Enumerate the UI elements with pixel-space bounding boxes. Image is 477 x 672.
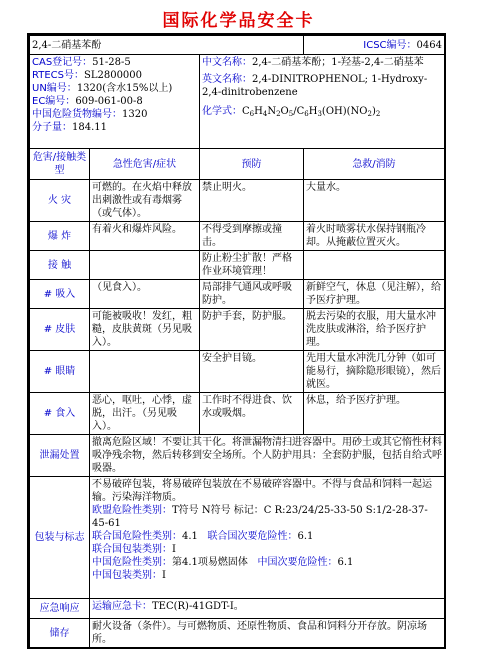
row-type: 爆 炸 bbox=[30, 222, 90, 251]
emergency-content: 运输应急卡：TEC(R)-41GDT-I。 bbox=[90, 599, 445, 619]
row-first-aid: 着火时喷雾状水保持钢瓶冷却。从掩蔽位置灭火。 bbox=[304, 222, 445, 251]
table-row bbox=[30, 222, 445, 251]
emergency-row bbox=[30, 599, 445, 619]
row-prevention: 局部排气通风或呼吸防护。 bbox=[200, 280, 304, 309]
row-type: # 皮肤 bbox=[30, 309, 90, 351]
row-first-aid: 脱去污染的衣服，用大量水冲洗皮肤或淋浴，给予医疗护理。 bbox=[304, 309, 445, 351]
safety-table bbox=[29, 35, 445, 648]
chinese-name: 中文名称：2,4-二硝基苯酚；1-羟基-2,4-二硝基苯 bbox=[202, 57, 424, 68]
emergency-label: 应急响应 bbox=[30, 599, 90, 619]
column-hazard: 急性危害/症状 bbox=[90, 149, 200, 180]
row-first-aid: 新鲜空气，休息（见注解），给予医疗护理。 bbox=[304, 280, 445, 309]
row-first-aid: 休息，给予医疗护理。 bbox=[304, 393, 445, 435]
storage-text: 耐火设备（条件）。与可燃物质、还原性物质、食品和饲料分开存放。阴凉场所。 bbox=[90, 619, 445, 648]
row-prevention: 不得受到摩擦或撞击。 bbox=[200, 222, 304, 251]
table-row bbox=[30, 351, 445, 393]
row-type: # 吸入 bbox=[30, 280, 90, 309]
storage-row bbox=[30, 619, 445, 648]
table-row bbox=[30, 309, 445, 351]
row-first-aid: 大量水。 bbox=[304, 180, 445, 222]
row-prevention: 工作时不得进食、饮水或吸烟。 bbox=[200, 393, 304, 435]
row-prevention: 禁止明火。 bbox=[200, 180, 304, 222]
row-prevention: 防止粉尘扩散！严格作业环境管理！ bbox=[200, 251, 304, 280]
identifiers: CAS登记号：51-28-5 RTECS号：SL2800000 UN编号：1320(含水15%以上) EC编号：609-061-00-8 中国危险货物编号：1320 分子量：184.11 bbox=[30, 55, 200, 149]
row-hazard: （见食入）。 bbox=[90, 280, 200, 309]
spill-label: 泄漏处置 bbox=[30, 435, 90, 477]
table-row bbox=[30, 393, 445, 435]
column-first-aid: 急救/消防 bbox=[304, 149, 445, 180]
card-title: 国际化学品安全卡 bbox=[162, 11, 315, 31]
safety-card bbox=[27, 33, 446, 649]
english-name: 英文名称：2,4-DINITROPHENOL; 1-Hydroxy-2,4-dinitrobenzene bbox=[202, 74, 428, 98]
row-hazard bbox=[90, 251, 200, 280]
table-row bbox=[30, 280, 445, 309]
row-hazard: 有着火和爆炸风险。 bbox=[90, 222, 200, 251]
row-first-aid: 先用大量水冲洗几分钟（如可能易行，摘除隐形眼镜），然后就医。 bbox=[304, 351, 445, 393]
table-row bbox=[30, 180, 445, 222]
packing-content: 不易破碎包装，将易破碎包装放在不易破碎容器中。不得与食品和饲料一起运输。污染海洋物质。 欧盟危险性类别：T符号 N符号 标记：C R:23/24/25-33-50 S:1/2-28-37-45-61 联合国危险性类别：4.1 联合国次要危险性：6.1 联合国包装类别：I 中国危险性类别：第4.1项易燃固体 中国次要危险性：6.1 中国包装类别：I bbox=[90, 477, 445, 599]
table-row bbox=[30, 251, 445, 280]
row-hazard: 可能被吸收！发红，粗糙，皮肤黄斑（另见吸入）。 bbox=[90, 309, 200, 351]
icsc-number: ICSC编号：0464 bbox=[304, 36, 445, 55]
row-first-aid bbox=[304, 251, 445, 280]
row-type: # 食入 bbox=[30, 393, 90, 435]
packing-row bbox=[30, 477, 445, 599]
row-hazard: 可燃的。在火焰中释放出刺激性或有毒烟雾（或气体）。 bbox=[90, 180, 200, 222]
row-prevention: 安全护目镜。 bbox=[200, 351, 304, 393]
packing-label: 包装与标志 bbox=[30, 477, 90, 599]
row-type: # 眼睛 bbox=[30, 351, 90, 393]
storage-label: 储存 bbox=[30, 619, 90, 648]
substance-name: 2,4-二硝基苯酚 bbox=[30, 36, 304, 55]
row-type: 接 触 bbox=[30, 251, 90, 280]
row-type: 火 灾 bbox=[30, 180, 90, 222]
row-prevention: 防护手套，防护服。 bbox=[200, 309, 304, 351]
column-type: 危害/接触类型 bbox=[30, 149, 90, 180]
column-prevention: 预防 bbox=[200, 149, 304, 180]
row-hazard bbox=[90, 351, 200, 393]
spill-row bbox=[30, 435, 445, 477]
row-hazard: 恶心，呕吐，心悸，虚脱，出汗。（另见吸入）。 bbox=[90, 393, 200, 435]
spill-text: 撤离危险区域！不要让其干化。将泄漏物清扫进容器中。用砂土或其它惰性材料吸净残余物，然后转移到安全场所。个人防护用具：全套防护服，包括自给式呼吸器。 bbox=[90, 435, 445, 477]
chemical-formula: 化学式：$C_6H_4N_2O_5/C_6H_3(OH)(NO_2)_2$ bbox=[202, 106, 381, 118]
names-and-formula bbox=[200, 55, 445, 149]
